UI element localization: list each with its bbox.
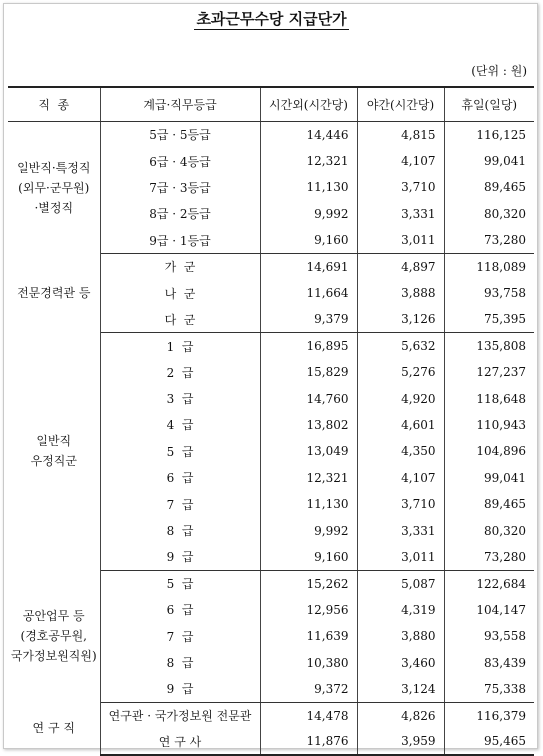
holiday-cell: 95,465 bbox=[444, 728, 534, 754]
grade-cell: 2 급 bbox=[166, 365, 194, 380]
category-cell: 일반직 우정직군 bbox=[8, 333, 100, 571]
overtime-cell: 12,956 bbox=[260, 597, 357, 623]
grade-cell: 8 급 bbox=[166, 524, 194, 539]
night-cell: 3,959 bbox=[357, 728, 444, 754]
table-row bbox=[8, 122, 534, 148]
holiday-cell: 99,041 bbox=[444, 148, 534, 174]
grade-cell: 5급 · 5등급 bbox=[149, 128, 211, 143]
grade-cell: 8 급 bbox=[166, 656, 194, 670]
overtime-cell: 9,992 bbox=[260, 201, 357, 227]
overtime-cell: 13,049 bbox=[260, 438, 357, 464]
holiday-cell: 75,395 bbox=[444, 306, 534, 332]
overtime-cell: 14,478 bbox=[260, 702, 357, 728]
grade-cell: 6 급 bbox=[166, 471, 194, 486]
grade-cell: 5 급 bbox=[166, 577, 194, 592]
table-row bbox=[8, 702, 534, 728]
grade-cell: 9 급 bbox=[100, 676, 260, 702]
overtime-cell: 11,130 bbox=[260, 174, 357, 200]
grade-cell: 4 급 bbox=[166, 418, 194, 433]
night-cell: 4,897 bbox=[357, 253, 444, 279]
grade-cell: 9 급 bbox=[100, 544, 260, 570]
night-cell: 4,920 bbox=[357, 385, 444, 411]
overtime-cell: 9,372 bbox=[260, 676, 357, 702]
night-cell: 3,011 bbox=[357, 227, 444, 253]
overtime-cell: 11,876 bbox=[260, 728, 357, 754]
holiday-cell: 89,465 bbox=[444, 491, 534, 517]
night-cell: 3,710 bbox=[357, 174, 444, 200]
overtime-cell: 14,446 bbox=[260, 122, 357, 148]
overtime-cell: 15,262 bbox=[260, 570, 357, 596]
grade-cell: 6 급 bbox=[166, 603, 194, 618]
holiday-cell: 93,758 bbox=[444, 280, 534, 306]
night-cell: 3,331 bbox=[357, 517, 444, 543]
overtime-cell: 14,691 bbox=[260, 253, 357, 279]
header-night: 야간(시간당) bbox=[357, 87, 444, 122]
overtime-cell: 9,160 bbox=[260, 227, 357, 253]
night-cell: 4,815 bbox=[357, 122, 444, 148]
holiday-cell: 83,439 bbox=[444, 649, 534, 675]
night-cell: 3,331 bbox=[357, 201, 444, 227]
night-cell: 3,710 bbox=[357, 491, 444, 517]
grade-cell: 7급 · 3등급 bbox=[149, 180, 211, 195]
holiday-cell: 116,125 bbox=[444, 122, 534, 148]
overtime-cell: 12,321 bbox=[260, 465, 357, 491]
holiday-cell: 110,943 bbox=[444, 412, 534, 438]
overtime-cell: 10,380 bbox=[260, 649, 357, 675]
grade-cell: 9급 · 1등급 bbox=[100, 227, 260, 253]
category-cell: 일반직·특정직 (외무·군무원) ·별정직 bbox=[8, 122, 100, 254]
holiday-cell: 118,648 bbox=[444, 385, 534, 411]
grade-cell: 가 군 bbox=[164, 260, 196, 275]
unit-note: (단위 : 원) bbox=[471, 64, 527, 78]
holiday-cell: 118,089 bbox=[444, 253, 534, 279]
grade-cell: 7 급 bbox=[166, 497, 194, 512]
grade-cell: 연구관 · 국가정보원 전문관 bbox=[108, 709, 252, 724]
night-cell: 3,126 bbox=[357, 306, 444, 332]
overtime-cell: 12,321 bbox=[260, 148, 357, 174]
overtime-cell: 9,160 bbox=[260, 544, 357, 570]
header-grade: 계급·직무등급 bbox=[100, 87, 260, 122]
holiday-cell: 73,280 bbox=[444, 227, 534, 253]
night-cell: 3,880 bbox=[357, 623, 444, 649]
grade-cell: 5 급 bbox=[166, 444, 194, 459]
night-cell: 3,011 bbox=[357, 544, 444, 570]
grade-cell: 나 군 bbox=[164, 286, 196, 301]
holiday-cell: 80,320 bbox=[444, 201, 534, 227]
night-cell: 4,350 bbox=[357, 438, 444, 464]
category-cell: 연 구 직 bbox=[8, 702, 100, 755]
night-cell: 4,826 bbox=[357, 702, 444, 728]
grade-cell: 연 구 사 bbox=[100, 728, 260, 754]
holiday-cell: 75,338 bbox=[444, 676, 534, 702]
night-cell: 5,276 bbox=[357, 359, 444, 385]
document-title bbox=[0, 8, 543, 29]
overtime-cell: 9,379 bbox=[260, 306, 357, 332]
title-text: 초과근무수당 지급단가 bbox=[196, 10, 347, 28]
allowance-table bbox=[8, 86, 534, 756]
header-overtime: 시간외(시간당) bbox=[260, 87, 357, 122]
overtime-cell: 14,760 bbox=[260, 385, 357, 411]
night-cell: 5,632 bbox=[357, 333, 444, 359]
night-cell: 4,107 bbox=[357, 148, 444, 174]
holiday-cell: 80,320 bbox=[444, 517, 534, 543]
holiday-cell: 122,684 bbox=[444, 570, 534, 596]
night-cell: 4,319 bbox=[357, 597, 444, 623]
table-row bbox=[8, 333, 534, 359]
holiday-cell: 73,280 bbox=[444, 544, 534, 570]
grade-cell: 6급 · 4등급 bbox=[149, 154, 211, 169]
night-cell: 3,888 bbox=[357, 280, 444, 306]
table-row bbox=[8, 253, 534, 279]
overtime-cell: 15,829 bbox=[260, 359, 357, 385]
header-holiday: 휴일(일당) bbox=[444, 87, 534, 122]
night-cell: 4,601 bbox=[357, 412, 444, 438]
holiday-cell: 104,147 bbox=[444, 597, 534, 623]
grade-cell: 7 급 bbox=[166, 629, 194, 644]
holiday-cell: 99,041 bbox=[444, 465, 534, 491]
holiday-cell: 93,558 bbox=[444, 623, 534, 649]
overtime-cell: 16,895 bbox=[260, 333, 357, 359]
grade-cell: 1 급 bbox=[166, 339, 194, 354]
grade-cell: 3 급 bbox=[166, 392, 194, 407]
overtime-cell: 11,664 bbox=[260, 280, 357, 306]
holiday-cell: 135,808 bbox=[444, 333, 534, 359]
table-body bbox=[8, 122, 534, 755]
overtime-cell: 13,802 bbox=[260, 412, 357, 438]
overtime-cell: 11,130 bbox=[260, 491, 357, 517]
overtime-cell: 11,639 bbox=[260, 623, 357, 649]
holiday-cell: 116,379 bbox=[444, 702, 534, 728]
holiday-cell: 104,896 bbox=[444, 438, 534, 464]
header-row bbox=[8, 87, 534, 122]
night-cell: 3,460 bbox=[357, 649, 444, 675]
overtime-cell: 9,992 bbox=[260, 517, 357, 543]
category-cell: 공안업무 등 (경호공무원, 국가정보원직원) bbox=[8, 570, 100, 702]
night-cell: 5,087 bbox=[357, 570, 444, 596]
night-cell: 3,124 bbox=[357, 676, 444, 702]
holiday-cell: 89,465 bbox=[444, 174, 534, 200]
header-category: 직 종 bbox=[8, 87, 100, 122]
category-cell: 전문경력관 등 bbox=[8, 253, 100, 332]
night-cell: 4,107 bbox=[357, 465, 444, 491]
grade-cell: 8급 · 2등급 bbox=[149, 207, 211, 222]
grade-cell: 다 군 bbox=[100, 306, 260, 332]
table-row bbox=[8, 570, 534, 596]
holiday-cell: 127,237 bbox=[444, 359, 534, 385]
